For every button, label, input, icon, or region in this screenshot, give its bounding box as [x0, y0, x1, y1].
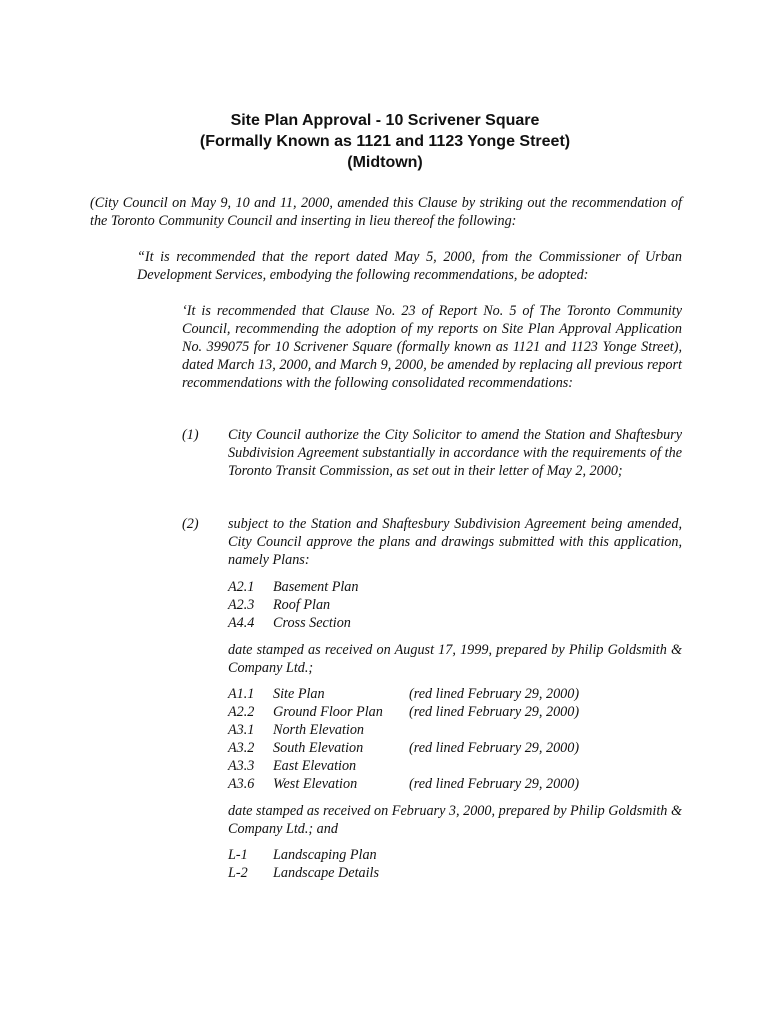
plan-code: A2.3: [228, 597, 255, 613]
item-number-2: (2): [182, 516, 199, 532]
plan-code: A1.1: [228, 686, 255, 702]
plan-name: Site Plan: [273, 686, 325, 702]
clause-paragraph: ‘It is recommended that Clause No. 23 of Report No. 5 of The Toronto Community Council, recommending the adoption of my reports on Site Plan Approval Application No. 399075 for 10 Scrivener Square (formally known as 1121 and 1123 Yonge Street), dated March 13, 2000, and March 9, 2000, be amended by replacing all previous report recommendations with the following consolidated recommendations:: [182, 303, 682, 391]
plan-note: (red lined February 29, 2000): [409, 740, 580, 756]
plan-name: Landscaping Plan: [273, 847, 377, 863]
plan-code: A4.4: [228, 615, 255, 631]
date-stamp-note-2: date stamped as received on February 3, 2000, prepared by Philip Goldsmith & Company Ltd.; and: [228, 803, 682, 837]
title-line-3: (Midtown): [347, 154, 423, 171]
plan-code: L-1: [228, 847, 248, 863]
council-amendment-paragraph: (City Council on May 9, 10 and 11, 2000, amended this Clause by striking out the recommendation of the Toronto Community Council and inserting in lieu thereof the following:: [90, 195, 682, 229]
date-stamp-note-1: date stamped as received on August 17, 1999, prepared by Philip Goldsmith & Company Ltd.;: [228, 642, 682, 676]
item-text-2: subject to the Station and Shaftesbury Subdivision Agreement being amended, City Council approve the plans and drawings submitted with this application, namely Plans:: [228, 516, 682, 568]
plan-name: Basement Plan: [273, 579, 359, 595]
document-title: [0, 110, 770, 173]
plan-name: Ground Floor Plan: [273, 704, 383, 720]
plan-name: East Elevation: [273, 758, 357, 774]
plan-name: Landscape Details: [273, 865, 380, 881]
plan-note: (red lined February 29, 2000): [409, 776, 580, 792]
plan-code: L-2: [228, 865, 248, 881]
title-line-2: (Formally Known as 1121 and 1123 Yonge Street): [199, 133, 571, 150]
plan-name: North Elevation: [273, 722, 365, 738]
plan-name: West Elevation: [273, 776, 358, 792]
recommendation-quote-paragraph: “It is recommended that the report dated May 5, 2000, from the Commissioner of Urban Development Services, embodying the following recommendations, be adopted:: [137, 249, 682, 283]
plan-note: (red lined February 29, 2000): [409, 686, 580, 702]
item-number-1: (1): [182, 427, 199, 443]
plan-code: A3.3: [228, 758, 255, 774]
plan-code: A3.1: [228, 722, 255, 738]
title-line-1: Site Plan Approval - 10 Scrivener Square: [230, 112, 540, 129]
plan-code: A2.2: [228, 704, 255, 720]
plan-name: Roof Plan: [273, 597, 331, 613]
plan-note: (red lined February 29, 2000): [409, 704, 580, 720]
plan-code: A2.1: [228, 579, 255, 595]
item-text-1: City Council authorize the City Solicitor to amend the Station and Shaftesbury Subdivision Agreement substantially in accordance with the requirements of the Toronto Transit Commission, as set out in their letter of May 2, 2000;: [228, 427, 682, 479]
plan-name: Cross Section: [273, 615, 351, 631]
plan-code: A3.6: [228, 776, 255, 792]
plan-code: A3.2: [228, 740, 255, 756]
plan-name: South Elevation: [273, 740, 364, 756]
